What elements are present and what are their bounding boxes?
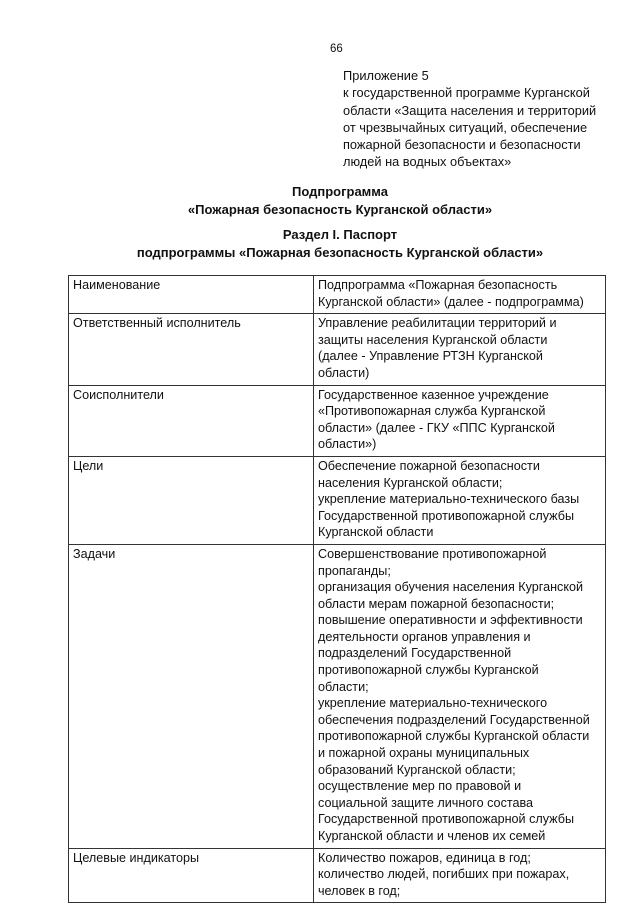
- row-value-line: населения Курганской области;: [318, 475, 503, 490]
- title-line: «Пожарная безопасность Курганской области»: [187, 202, 493, 217]
- row-value-line: области): [318, 365, 370, 380]
- appendix-line: пожарной безопасности и безопасности: [343, 137, 581, 153]
- section-title-line: Раздел I. Паспорт: [282, 227, 398, 242]
- row-value-line: организация обучения населения Курганской: [318, 580, 584, 595]
- appendix-line: к государственной программе Курганской: [343, 85, 590, 101]
- row-value-line: подразделений Государственной: [318, 646, 512, 661]
- row-value-line: укрепление материально-технического базы: [318, 492, 580, 507]
- appendix-line: людей на водных объектах»: [343, 154, 512, 170]
- row-label: Соисполнители: [69, 385, 314, 456]
- row-label: Задачи: [69, 544, 314, 848]
- table-row: [69, 456, 606, 544]
- row-value-line: Совершенствование противопожарной: [318, 546, 547, 561]
- row-value-line: Подпрограмма «Пожарная безопасность: [318, 278, 558, 292]
- table-row: [69, 385, 606, 456]
- row-value-line: деятельности органов управления и: [318, 629, 531, 644]
- row-value: [314, 385, 606, 456]
- row-value-line: осуществление мер по правовой и: [318, 779, 522, 794]
- table-row: [69, 314, 606, 385]
- row-value-line: социальной защите личного состава: [318, 795, 534, 810]
- row-value-line: Курганской области» (далее - подпрограмма): [318, 294, 584, 309]
- page-number: 66: [330, 43, 343, 55]
- row-value-line: количество людей, погибших при пожарах,: [318, 867, 570, 882]
- row-value: [314, 848, 606, 903]
- appendix-line: области «Защита населения и территорий: [343, 102, 597, 118]
- appendix-line: Приложение 5: [343, 68, 429, 83]
- row-value: [314, 276, 606, 314]
- row-value-line: образований Курганской области;: [318, 762, 516, 777]
- section-title: [40, 226, 640, 262]
- title-line: Подпрограмма: [292, 184, 388, 199]
- appendix-note: [343, 67, 596, 171]
- row-value-line: Курганской области: [318, 525, 434, 540]
- row-value-line: человек в год;: [318, 883, 401, 898]
- row-value-line: области;: [318, 679, 369, 694]
- row-value-line: «Противопожарная служба Курганской: [318, 404, 546, 419]
- row-value: [314, 314, 606, 385]
- row-value-line: защиты населения Курганской области: [318, 332, 548, 347]
- row-value-line: Государственное казенное учреждение: [318, 387, 549, 402]
- row-value-line: (далее - Управление РТЗН Курганской: [318, 349, 543, 364]
- row-value-line: пропаганды;: [318, 563, 391, 578]
- row-value-line: области» (далее - ГКУ «ППС Курганской: [318, 420, 555, 435]
- section-title-line: подпрограммы «Пожарная безопасность Курганской области»: [136, 245, 544, 260]
- subprogram-title: [40, 183, 640, 219]
- row-value-line: и пожарной охраны муниципальных: [318, 746, 530, 761]
- appendix-line: от чрезвычайных ситуаций, обеспечение: [343, 119, 588, 135]
- row-value: [314, 544, 606, 848]
- row-value: [314, 456, 606, 544]
- row-label: Ответственный исполнитель: [69, 314, 314, 385]
- row-value-line: Курганской области и членов их семей: [318, 829, 546, 843]
- row-value-line: Государственной противопожарной службы: [318, 508, 575, 523]
- row-label: Наименование: [69, 276, 314, 314]
- row-label: Целевые индикаторы: [69, 848, 314, 903]
- table-row: [69, 848, 606, 903]
- row-value-line: противопожарной службы Курганской области: [318, 729, 590, 744]
- row-value-line: обеспечения подразделений Государственной: [318, 712, 590, 727]
- row-label: Цели: [69, 456, 314, 544]
- passport-table: [68, 275, 606, 903]
- row-value-line: повышение оперативности и эффективности: [318, 613, 583, 628]
- row-value-line: области мерам пожарной безопасности;: [318, 596, 555, 611]
- row-value-line: Управление реабилитации территорий и: [318, 316, 557, 331]
- row-value-line: укрепление материально-технического: [318, 696, 548, 711]
- table-row: [69, 276, 606, 314]
- row-value-line: Обеспечение пожарной безопасности: [318, 458, 540, 473]
- row-value-line: области»): [318, 437, 377, 452]
- table-row: [69, 544, 606, 848]
- row-value-line: Государственной противопожарной службы: [318, 812, 575, 827]
- row-value-line: Количество пожаров, единица в год;: [318, 850, 531, 865]
- row-value-line: противопожарной службы Курганской: [318, 663, 539, 678]
